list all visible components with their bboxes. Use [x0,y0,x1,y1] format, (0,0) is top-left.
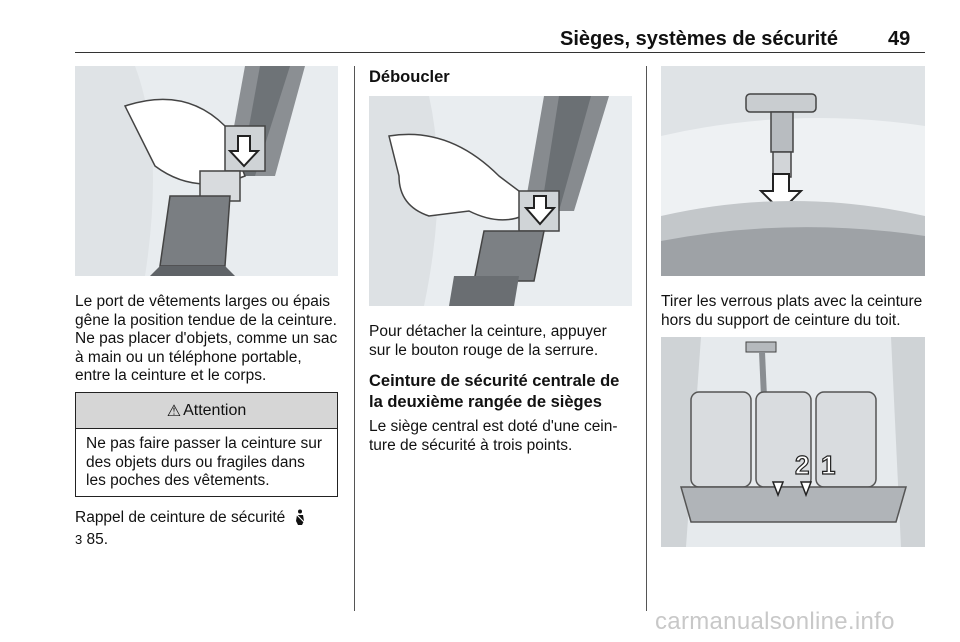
attention-header: ⚠ Attention [76,393,337,429]
callout-1: 1 [821,450,836,480]
column-divider-1 [354,66,355,611]
page-reference[interactable]: 3 85. [75,530,109,548]
watermark: carmanualsonline.info [655,608,895,635]
page-number: 49 [888,28,911,50]
reference-arrow-icon: 3 [75,531,83,547]
roof-belt-holder-illustration [661,66,925,276]
attention-box [75,392,338,497]
attention-body: Ne pas faire passer la ceinture sur des objets durs ou fragiles dans les poches des vêtements. [86,435,323,489]
seatbelt-reminder-icon [294,509,306,531]
section-heading-deboucler: Déboucler [369,68,450,86]
header-rule [75,52,925,53]
intro-paragraph: Le port de vêtements larges ou épais gêne la position tendue de la ceinture. Ne pas placer d'objets, comme un sac à main ou un téléphone portable, entre la ceinture et le corps. [75,293,338,384]
seatbelt-fastening-illustration [75,66,338,276]
section-heading-center-belt: Ceinture de sécurité centrale de la deuxième rangée de sièges [369,372,620,411]
warning-triangle-icon: ⚠ [166,402,182,420]
rear-seat-center-belt-illustration [661,337,925,547]
center-belt-paragraph: Le siège central est doté d'une cein- ture de sécurité à trois points. [369,418,618,454]
page-title: Sièges, systèmes de sécurité [560,28,838,50]
unbuckle-paragraph: Pour détacher la ceinture, appuyer sur le bouton rouge de la serrure. [369,323,607,359]
seatbelt-reminder-paragraph: Rappel de ceinture de sécurité 3 85. [75,509,345,549]
roof-holder-paragraph: Tirer les verrous plats avec la ceinture hors du support de ceinture du toit. [661,293,923,329]
seatbelt-unfastening-illustration [369,96,632,306]
callout-2: 2 [795,450,810,480]
column-divider-2 [646,66,647,611]
